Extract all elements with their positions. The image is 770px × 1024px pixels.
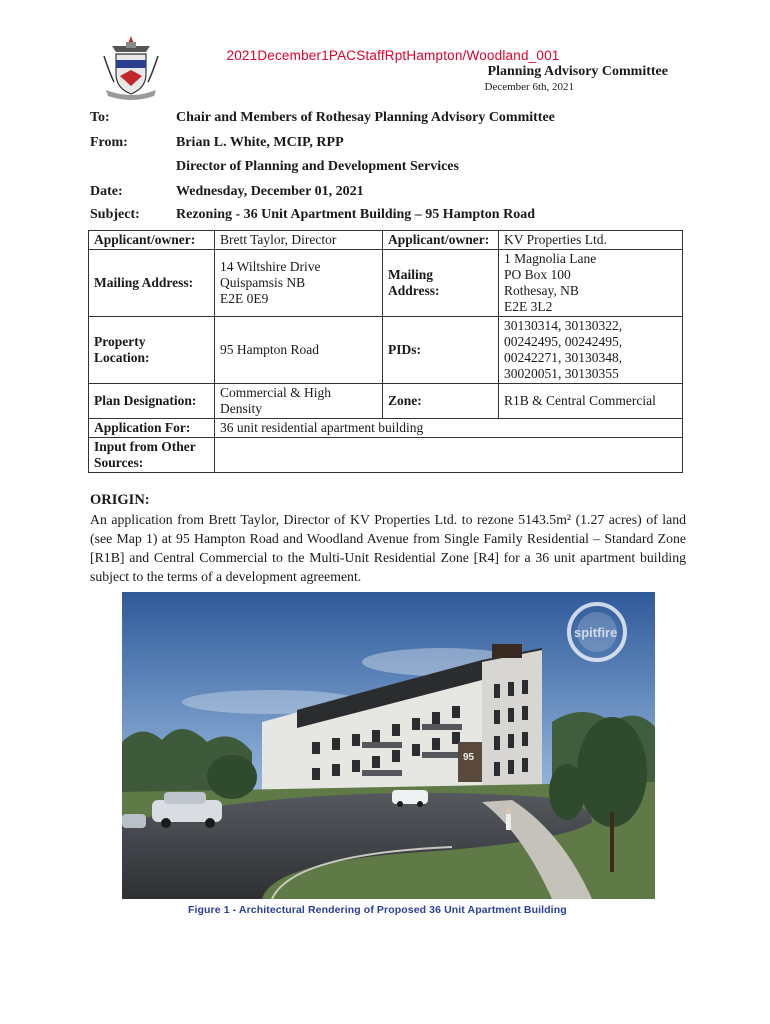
mailing2-line: PO Box 100 <box>504 267 571 282</box>
mailing2-label-line: Mailing <box>388 267 434 282</box>
input-label-line: Input from Other <box>94 439 196 454</box>
memo-from-value: Brian L. White, MCIP, RPP <box>176 135 344 150</box>
report-date: December 6th, 2021 <box>484 81 574 93</box>
table-row-mailing <box>89 250 683 317</box>
origin-paragraph: An application from Brett Taylor, Director of KV Properties Ltd. to rezone 5143.5m² (1.27 acres) of land (see Map 1) at 95 Hampton Road and Woodland Avenue from Single Family Residential – Standard Zone [R1B] and Central Commercial to the Multi-Unit Residential Zone [R4] for a 36 unit apartment building subject to the terms of a development agreement. <box>90 512 686 584</box>
zone-label: Zone: <box>383 384 499 419</box>
mailing2-address <box>499 250 683 317</box>
committee-name: Planning Advisory Committee <box>487 64 668 79</box>
memo-date-value: Wednesday, December 01, 2021 <box>176 184 364 199</box>
mailing2-line: E2E 3L2 <box>504 299 553 314</box>
memo-from-title: Director of Planning and Development Services <box>176 159 459 174</box>
document-filename: 2021December1PACStaffRptHampton/Woodland_001 <box>226 48 560 63</box>
table-row-property <box>89 317 683 384</box>
application-label: Application For: <box>89 419 215 438</box>
application-value: 36 unit residential apartment building <box>215 419 683 438</box>
pids-value <box>499 317 683 384</box>
applicant2-value: KV Properties Ltd. <box>499 231 683 250</box>
property-label-line: Property <box>94 334 146 349</box>
property-label-line: Location: <box>94 350 150 365</box>
mailing2-label-line: Address: <box>388 283 440 298</box>
applicant-label: Applicant/owner: <box>89 231 215 250</box>
pid-line: 00242271, 30130348, <box>504 350 623 365</box>
table-row-application <box>89 419 683 438</box>
applicant-value: Brett Taylor, Director <box>215 231 383 250</box>
pid-line: 30130314, 30130322, <box>504 318 623 333</box>
plan-line: Density <box>220 401 262 416</box>
memo-subject-value: Rezoning - 36 Unit Apartment Building – 95 Hampton Road <box>176 207 535 222</box>
input-label <box>89 438 215 473</box>
mailing2-line: Rothesay, NB <box>504 283 579 298</box>
building-number: 95 <box>463 752 475 763</box>
memo-subject-label: Subject: <box>90 207 140 222</box>
pid-line: 00242495, 00242495, <box>504 334 623 349</box>
table-row-plan <box>89 384 683 419</box>
spitfire-watermark: spitfire <box>574 625 618 640</box>
memo-date-label: Date: <box>90 184 123 199</box>
memo-from-label: From: <box>90 135 128 150</box>
application-info-table <box>88 230 683 473</box>
pid-line: 30020051, 30130355 <box>504 366 619 381</box>
table-row-input <box>89 438 683 473</box>
plan-value <box>215 384 383 419</box>
rothesay-seal-logo <box>100 34 162 100</box>
property-label <box>89 317 215 384</box>
input-label-line: Sources: <box>94 455 144 470</box>
mailing2-label <box>383 250 499 317</box>
memo-to-label: To: <box>90 110 110 125</box>
input-value <box>215 438 683 473</box>
mailing-line: E2E 0E9 <box>220 291 269 306</box>
mailing-label: Mailing Address: <box>89 250 215 317</box>
memo-to-value: Chair and Members of Rothesay Planning Advisory Committee <box>176 110 555 125</box>
architectural-rendering-image <box>122 592 655 899</box>
mailing-line: Quispamsis NB <box>220 275 306 290</box>
table-row-applicant <box>89 231 683 250</box>
applicant2-label: Applicant/owner: <box>383 231 499 250</box>
pids-label: PIDs: <box>383 317 499 384</box>
mailing2-line: 1 Magnolia Lane <box>504 251 597 266</box>
plan-line: Commercial & High <box>220 385 331 400</box>
mailing-address <box>215 250 383 317</box>
origin-heading: ORIGIN: <box>90 492 150 508</box>
mailing-line: 14 Wiltshire Drive <box>220 259 321 274</box>
plan-label: Plan Designation: <box>89 384 215 419</box>
property-value: 95 Hampton Road <box>215 317 383 384</box>
zone-value: R1B & Central Commercial <box>499 384 683 419</box>
figure-caption: Figure 1 - Architectural Rendering of Proposed 36 Unit Apartment Building <box>188 904 567 916</box>
